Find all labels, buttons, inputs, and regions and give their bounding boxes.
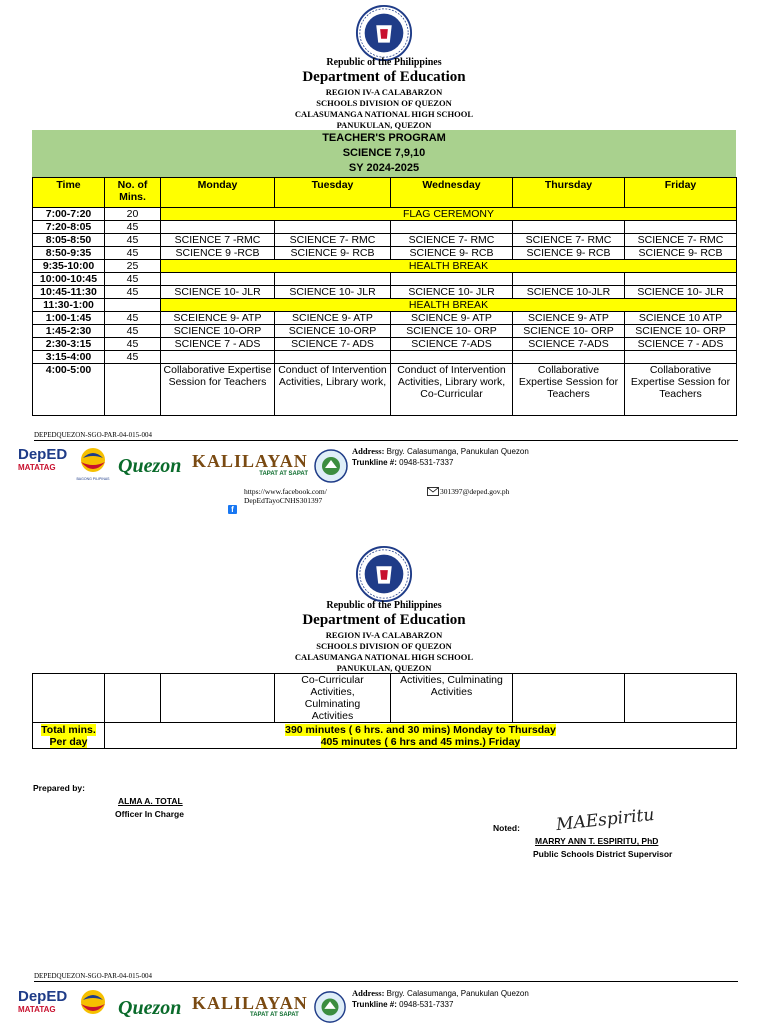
school-line-page2: CALASUMANGA NATIONAL HIGH SCHOOL bbox=[294, 652, 474, 662]
program-title: TEACHER'S PROGRAM bbox=[322, 132, 446, 144]
minutes-cell: 20 bbox=[105, 208, 161, 221]
class-cell: SCIENCE 7- RMC bbox=[625, 234, 737, 247]
table-row bbox=[33, 221, 737, 234]
svg-text:BAGONG PILIPINAS: BAGONG PILIPINAS bbox=[76, 477, 110, 481]
class-cell bbox=[625, 351, 737, 364]
class-cell: SCIENCE 7 -RMC bbox=[161, 234, 275, 247]
column-header: No. of Mins. bbox=[105, 178, 161, 208]
signature-image: MAEspiritu bbox=[555, 804, 656, 836]
program-title-band bbox=[32, 130, 736, 177]
minutes-cell: 45 bbox=[105, 351, 161, 364]
deped-logo-text: DepED bbox=[18, 988, 68, 1005]
table-row bbox=[33, 260, 737, 273]
email-link[interactable]: 301397@deped.gov.ph bbox=[440, 487, 510, 496]
program-school-year: SY 2024-2025 bbox=[348, 162, 420, 174]
table-cell: Co-Curricular Activities, Culminating Activities bbox=[275, 674, 391, 723]
school-line: CALASUMANGA NATIONAL HIGH SCHOOL bbox=[294, 109, 474, 119]
class-cell: Collaborative Expertise Session for Teachers bbox=[625, 364, 737, 416]
minutes-cell: 45 bbox=[105, 221, 161, 234]
minutes-cell: 45 bbox=[105, 247, 161, 260]
span-event-cell: HEALTH BREAK bbox=[161, 260, 737, 273]
class-cell bbox=[161, 351, 275, 364]
time-cell: 1:00-1:45 bbox=[33, 312, 105, 325]
table-row bbox=[33, 312, 737, 325]
prepared-by-label: Prepared by: bbox=[33, 783, 85, 793]
total-mins-values: 390 minutes ( 6 hrs. and 30 mins) Monday to Thursday 405 minutes ( 6 hrs and 45 mins.) Friday bbox=[105, 723, 737, 749]
noter-title: Public Schools District Supervisor bbox=[533, 849, 673, 859]
deped-logo-text: DepED bbox=[18, 446, 68, 463]
time-cell: 1:45-2:30 bbox=[33, 325, 105, 338]
class-cell: SCEIENCE 9- ATP bbox=[161, 312, 275, 325]
table-row bbox=[33, 208, 737, 221]
time-cell: 8:50-9:35 bbox=[33, 247, 105, 260]
class-cell: SCIENCE 9- RCB bbox=[275, 247, 391, 260]
class-cell: SCIENCE 7- RMC bbox=[275, 234, 391, 247]
facebook-icon[interactable]: f bbox=[228, 505, 237, 514]
class-cell bbox=[275, 221, 391, 234]
class-cell: SCIENCE 7- RMC bbox=[391, 234, 513, 247]
class-cell: SCIENCE 10- JLR bbox=[275, 286, 391, 299]
schedule-table bbox=[32, 177, 737, 416]
republic-line: Republic of the Philippines bbox=[326, 57, 442, 68]
time-cell: 10:00-10:45 bbox=[33, 273, 105, 286]
preparer-title: Officer In Charge bbox=[115, 809, 184, 819]
table-row bbox=[33, 338, 737, 351]
region-line: REGION IV-A CALABARZON bbox=[325, 87, 443, 97]
document-code: DEPEDQUEZON-SGO-PAR-04-015-004 bbox=[34, 431, 152, 439]
minutes-cell bbox=[105, 299, 161, 312]
time-cell: 10:45-11:30 bbox=[33, 286, 105, 299]
quezon-logo-text: Quezon bbox=[118, 455, 182, 477]
column-header: Time bbox=[33, 178, 105, 208]
preparer-name: ALMA A. TOTAL bbox=[118, 796, 183, 806]
class-cell: SCIENCE 10 ATP bbox=[625, 312, 737, 325]
class-cell bbox=[275, 351, 391, 364]
table-row bbox=[33, 247, 737, 260]
noter-name: MARRY ANN T. ESPIRITU, PhD bbox=[535, 836, 659, 846]
totals-row bbox=[33, 723, 737, 749]
table-row bbox=[33, 234, 737, 247]
footer-divider-page2 bbox=[34, 981, 738, 982]
school-logo-icon bbox=[313, 990, 347, 1024]
class-cell: SCIENCE 9- ATP bbox=[513, 312, 625, 325]
noted-label: Noted: bbox=[493, 823, 520, 833]
minutes-cell: 45 bbox=[105, 286, 161, 299]
deped-seal-icon-page2 bbox=[355, 545, 413, 603]
class-cell bbox=[161, 221, 275, 234]
quezon-logo bbox=[114, 450, 188, 482]
table-cell bbox=[513, 674, 625, 723]
span-event-cell: FLAG CEREMONY bbox=[161, 208, 737, 221]
class-cell: SCIENCE 9- ATP bbox=[391, 312, 513, 325]
class-cell: SCIENCE 7 - ADS bbox=[161, 338, 275, 351]
facebook-link[interactable]: https://www.facebook.com/ bbox=[244, 487, 327, 496]
time-cell: 7:00-7:20 bbox=[33, 208, 105, 221]
bagong-pilipinas-logo-icon bbox=[76, 988, 110, 1024]
column-header: Thursday bbox=[513, 178, 625, 208]
time-cell: 4:00-5:00 bbox=[33, 364, 105, 416]
class-cell: SCIENCE 7-ADS bbox=[513, 338, 625, 351]
footer-address-page2: Address: Brgy. Calasumanga, Panukulan Quezon bbox=[352, 988, 529, 998]
class-cell: SCIENCE 10-ORP bbox=[275, 325, 391, 338]
minutes-cell bbox=[105, 364, 161, 416]
table-cell bbox=[161, 674, 275, 723]
table-row bbox=[33, 286, 737, 299]
class-cell: SCIENCE 9 -RCB bbox=[161, 247, 275, 260]
class-cell: SCIENCE 10-ORP bbox=[161, 325, 275, 338]
table-header-row bbox=[33, 178, 737, 208]
minutes-cell: 45 bbox=[105, 338, 161, 351]
class-cell: SCIENCE 10-JLR bbox=[513, 286, 625, 299]
document-code-page2: DEPEDQUEZON-SGO-PAR-04-015-004 bbox=[34, 972, 152, 980]
column-header: Tuesday bbox=[275, 178, 391, 208]
class-cell: SCIENCE 7- ADS bbox=[275, 338, 391, 351]
kalilayan-logo-text: KALILAYAN bbox=[192, 451, 308, 471]
minutes-cell: 45 bbox=[105, 312, 161, 325]
class-cell bbox=[391, 221, 513, 234]
time-cell: 3:15-4:00 bbox=[33, 351, 105, 364]
time-cell: 7:20-8:05 bbox=[33, 221, 105, 234]
region-line-page2: REGION IV-A CALABARZON bbox=[325, 630, 443, 640]
class-cell bbox=[513, 351, 625, 364]
class-cell bbox=[513, 273, 625, 286]
total-mins-label: Total mins. Per day bbox=[33, 723, 105, 749]
class-cell: SCIENCE 9- RCB bbox=[391, 247, 513, 260]
class-cell bbox=[625, 273, 737, 286]
class-cell: SCIENCE 9- RCB bbox=[513, 247, 625, 260]
division-line-page2: SCHOOLS DIVISION OF QUEZON bbox=[316, 641, 452, 651]
time-cell: 2:30-3:15 bbox=[33, 338, 105, 351]
class-cell: SCIENCE 10- JLR bbox=[161, 286, 275, 299]
class-cell: SCIENCE 7- RMC bbox=[513, 234, 625, 247]
continuation-row bbox=[33, 674, 737, 723]
footer-trunkline-page2: Trunkline #: 0948-531-7337 bbox=[352, 1000, 454, 1009]
class-cell bbox=[391, 351, 513, 364]
table-cell bbox=[625, 674, 737, 723]
division-line: SCHOOLS DIVISION OF QUEZON bbox=[316, 98, 452, 108]
class-cell: Collaborative Expertise Session for Teachers bbox=[161, 364, 275, 416]
column-header: Friday bbox=[625, 178, 737, 208]
footer-trunkline: Trunkline #: 0948-531-7337 bbox=[352, 458, 454, 467]
tapat-logo-text: TAPAT AT SAPAT bbox=[250, 1012, 299, 1018]
time-cell: 9:35-10:00 bbox=[33, 260, 105, 273]
class-cell: SCIENCE 9- ATP bbox=[275, 312, 391, 325]
matatag-logo-text: MATATAG bbox=[18, 1005, 56, 1014]
tapat-logo-text: TAPAT AT SAPAT bbox=[259, 471, 308, 477]
class-cell: SCIENCE 10- ORP bbox=[513, 325, 625, 338]
location-line: PANUKULAN, QUEZON bbox=[336, 120, 432, 130]
footer-address: Address: Brgy. Calasumanga, Panukulan Quezon bbox=[352, 446, 529, 456]
table-row bbox=[33, 273, 737, 286]
table-cell: Activities, Culminating Activities bbox=[391, 674, 513, 723]
class-cell: Conduct of Intervention Activities, Library work, bbox=[275, 364, 391, 416]
class-cell: SCIENCE 7-ADS bbox=[391, 338, 513, 351]
department-title-page2: Department of Education bbox=[302, 612, 466, 628]
class-cell: SCIENCE 10- ORP bbox=[391, 325, 513, 338]
deped-matatag-logo bbox=[18, 447, 70, 472]
kalilayan-logo-text: KALILAYAN bbox=[192, 993, 308, 1013]
quezon-logo-text: Quezon bbox=[118, 997, 182, 1019]
table-cell bbox=[33, 674, 105, 723]
minutes-cell: 25 bbox=[105, 260, 161, 273]
deped-matatag-logo-page2 bbox=[18, 989, 70, 1014]
class-cell: SCIENCE 10- ORP bbox=[625, 325, 737, 338]
table-row bbox=[33, 351, 737, 364]
class-cell bbox=[275, 273, 391, 286]
facebook-link-clipped[interactable]: DepEdTayoCNHS301397 bbox=[244, 496, 323, 505]
deped-seal-icon bbox=[355, 4, 413, 62]
republic-line-page2: Republic of the Philippines bbox=[326, 600, 442, 611]
location-line-page2: PANUKULAN, QUEZON bbox=[336, 663, 432, 673]
class-cell: SCIENCE 7 - ADS bbox=[625, 338, 737, 351]
column-header: Monday bbox=[161, 178, 275, 208]
class-cell: Conduct of Intervention Activities, Library work, Co-Curricular bbox=[391, 364, 513, 416]
class-cell: SCIENCE 10- JLR bbox=[625, 286, 737, 299]
continuation-table bbox=[32, 673, 737, 749]
department-title: Department of Education bbox=[302, 69, 466, 85]
class-cell bbox=[391, 273, 513, 286]
matatag-logo-text: MATATAG bbox=[18, 463, 56, 472]
minutes-cell: 45 bbox=[105, 273, 161, 286]
class-cell: SCIENCE 10- JLR bbox=[391, 286, 513, 299]
class-cell bbox=[625, 221, 737, 234]
kalilayan-logo bbox=[192, 451, 308, 479]
bagong-pilipinas-logo-icon bbox=[76, 446, 110, 482]
minutes-cell: 45 bbox=[105, 234, 161, 247]
footer-divider bbox=[34, 440, 738, 441]
column-header: Wednesday bbox=[391, 178, 513, 208]
class-cell: Collaborative Expertise Session for Teachers bbox=[513, 364, 625, 416]
school-logo-icon bbox=[313, 448, 349, 484]
program-subject: SCIENCE 7,9,10 bbox=[342, 147, 426, 159]
table-row bbox=[33, 364, 737, 416]
class-cell bbox=[513, 221, 625, 234]
table-row bbox=[33, 299, 737, 312]
minutes-cell: 45 bbox=[105, 325, 161, 338]
time-cell: 11:30-1:00 bbox=[33, 299, 105, 312]
table-row bbox=[33, 325, 737, 338]
table-cell bbox=[105, 674, 161, 723]
class-cell bbox=[161, 273, 275, 286]
class-cell: SCIENCE 9- RCB bbox=[625, 247, 737, 260]
time-cell: 8:05-8:50 bbox=[33, 234, 105, 247]
email-icon bbox=[427, 487, 439, 496]
span-event-cell: HEALTH BREAK bbox=[161, 299, 737, 312]
